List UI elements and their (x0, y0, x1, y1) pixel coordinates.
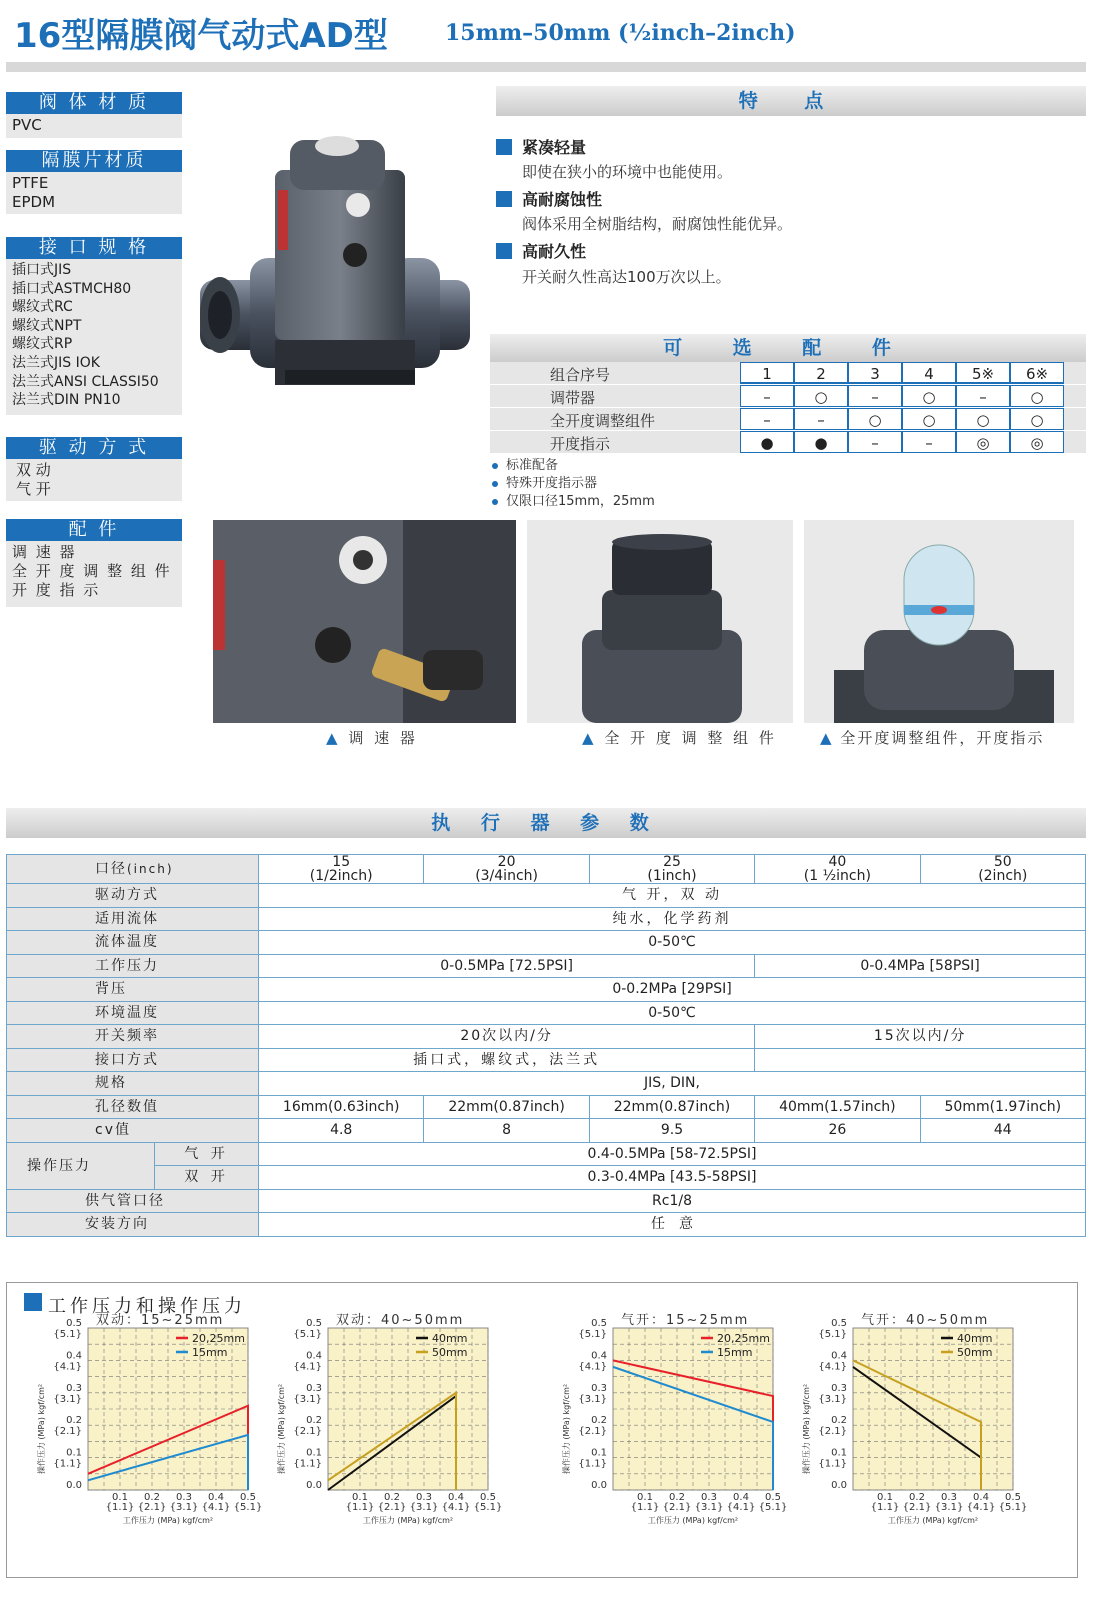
feature-title: 高耐腐蚀性 (522, 190, 603, 209)
x-tick-label: 0.1 (112, 1492, 128, 1503)
feature-desc: 阀体采用全树脂结构，耐腐蚀性能优异。 (522, 215, 793, 233)
legend-label: 20,25mm (717, 1332, 770, 1345)
table-row (7, 978, 1086, 1002)
list-item: 螺纹式RC (12, 299, 73, 316)
x-tick-label: 0.2 (144, 1492, 160, 1503)
y-tick-sublabel: {1.1} (293, 1458, 322, 1470)
y-tick-label: 0.2 (66, 1415, 82, 1427)
option-cell: ◎ (956, 431, 1010, 453)
x-tick-label: 0.3 (176, 1492, 192, 1503)
table-cell: 0-50℃ (259, 1001, 1086, 1025)
note-special: 特殊开度指示器 (492, 472, 597, 491)
x-tick-label: 0.5 (765, 1492, 781, 1503)
table-row (7, 1142, 1086, 1166)
option-cell: 6※ (1010, 362, 1064, 384)
y-tick-label: 0.5 (591, 1318, 607, 1329)
table-cell: 0.3-0.4MPa [43.5-58PSI] (259, 1166, 1086, 1190)
options-header: 可 选 配 件 (490, 334, 1086, 362)
table-cell: 0-0.4MPa [58PSI] (755, 954, 1086, 978)
table-cell: 0-0.5MPa [72.5PSI] (259, 954, 755, 978)
features-header: 特 点 (496, 86, 1086, 116)
table-cell: 26 (755, 1119, 920, 1143)
list-item: 法兰式JIS IOK (12, 354, 100, 371)
option-label: 组合序号 (550, 366, 611, 384)
x-tick-label: 0.3 (416, 1492, 432, 1503)
pressure-chart (545, 1312, 795, 1552)
pressure-chart (260, 1312, 510, 1552)
y-tick-label: 0.1 (306, 1447, 322, 1459)
option-cell: ○ (848, 408, 902, 430)
table-cell: 环境温度 (7, 1001, 259, 1025)
x-axis-label: 工作压力 (MPa) kgf/cm² (122, 1516, 214, 1525)
y-tick-label: 0.5 (66, 1318, 82, 1329)
x-tick-sublabel: {1.1} (105, 1502, 135, 1513)
table-cell: 20 (3/4inch) (424, 855, 589, 884)
table-cell: 纯水，化学药剂 (259, 907, 1086, 931)
x-tick-sublabel: {5.1} (233, 1502, 263, 1513)
table-cell: 气 开 (155, 1142, 259, 1166)
option-cell: 2 (794, 362, 848, 384)
table-row (7, 1025, 1086, 1049)
section-square-icon (24, 1293, 42, 1311)
option-label: 全开度调整组件 (550, 412, 656, 430)
x-tick-sublabel: {5.1} (758, 1502, 788, 1513)
table-cell: 44 (920, 1119, 1085, 1143)
list-item: 开 度 指 示 (12, 581, 101, 599)
y-tick-label: 0.5 (306, 1318, 322, 1329)
option-cell: – (848, 431, 902, 453)
option-cell: ○ (794, 385, 848, 407)
list-item: 螺纹式NPT (12, 317, 82, 334)
header-divider (6, 62, 1086, 72)
table-row (7, 1166, 1086, 1190)
accessories-list (6, 541, 182, 607)
option-cell: ◎ (1010, 431, 1064, 453)
y-tick-sublabel: {4.1} (293, 1361, 322, 1373)
y-tick-sublabel: {2.1} (818, 1426, 847, 1438)
table-cell: 0.4-0.5MPa [58-72.5PSI] (259, 1142, 1086, 1166)
x-tick-sublabel: {3.1} (934, 1502, 964, 1513)
y-tick-sublabel: {3.1} (53, 1393, 82, 1405)
x-tick-label: 0.4 (733, 1492, 749, 1503)
x-tick-label: 0.5 (1005, 1492, 1021, 1503)
table-cell: 供气管口径 (7, 1189, 259, 1213)
option-cell: – (848, 385, 902, 407)
y-tick-label: 0.4 (66, 1350, 82, 1362)
y-axis-label: 操作压力 (MPa) kgf/cm² (37, 1383, 46, 1475)
feature-bullet-icon (496, 191, 512, 207)
x-tick-sublabel: {2.1} (662, 1502, 692, 1513)
table-row (7, 1119, 1086, 1143)
y-tick-label: 0.4 (831, 1350, 847, 1362)
x-tick-sublabel: {2.1} (902, 1502, 932, 1513)
legend-label: 15mm (192, 1346, 228, 1359)
photo-speed-controller (213, 520, 516, 723)
chart-title: 双动：15~25mm (96, 1313, 225, 1328)
table-cell: 20次以内/分 (259, 1025, 755, 1049)
feature-desc: 开关耐久性高达100万次以上。 (522, 268, 731, 286)
x-tick-label: 0.2 (909, 1492, 925, 1503)
bullet-dot-icon (492, 463, 498, 469)
y-tick-label: 0.3 (591, 1382, 607, 1394)
y-tick-label: 0.0 (831, 1480, 847, 1491)
y-tick-sublabel: {2.1} (53, 1426, 82, 1438)
y-tick-sublabel: {3.1} (818, 1393, 847, 1405)
feature-bullet-icon (496, 243, 512, 259)
connection-list (6, 259, 182, 415)
option-cell: – (794, 408, 848, 430)
x-tick-sublabel: {4.1} (441, 1502, 471, 1513)
y-tick-sublabel: {1.1} (53, 1458, 82, 1470)
table-cell: 40 (1 ½inch) (755, 855, 920, 884)
table-cell: 0-50℃ (259, 931, 1086, 955)
table-cell: 9.5 (589, 1119, 754, 1143)
y-tick-label: 0.3 (306, 1382, 322, 1394)
table-row (7, 884, 1086, 908)
x-tick-sublabel: {1.1} (345, 1502, 375, 1513)
option-cell: – (740, 385, 794, 407)
x-tick-sublabel: {1.1} (870, 1502, 900, 1513)
list-item: EPDM (12, 193, 56, 211)
option-cell: ○ (1010, 408, 1064, 430)
y-tick-label: 0.2 (831, 1415, 847, 1427)
table-cell: 接口方式 (7, 1048, 259, 1072)
feature-bullet-icon (496, 139, 512, 155)
spec-table (6, 854, 1086, 1237)
legend-label: 20,25mm (192, 1332, 245, 1345)
y-tick-label: 0.5 (831, 1318, 847, 1329)
list-item: 螺纹式RP (12, 336, 73, 353)
table-row (7, 1001, 1086, 1025)
feature-title: 紧凑轻量 (522, 138, 587, 157)
charts-title: 工作压力和操作压力 (48, 1296, 246, 1317)
table-row (7, 954, 1086, 978)
note-standard: 标准配备 (492, 454, 558, 473)
y-axis-label: 操作压力 (MPa) kgf/cm² (562, 1383, 571, 1475)
legend-label: 50mm (957, 1346, 993, 1359)
pressure-chart (785, 1312, 1035, 1552)
x-tick-label: 0.3 (941, 1492, 957, 1503)
x-tick-sublabel: {5.1} (998, 1502, 1028, 1513)
legend-label: 50mm (432, 1346, 468, 1359)
list-item: PVC (12, 116, 42, 134)
table-cell: Rc1/8 (259, 1189, 1086, 1213)
caption-full-open-kit: ▲ 全 开 度 调 整 组 件 (582, 729, 777, 747)
table-cell: 4.8 (259, 1119, 424, 1143)
y-tick-sublabel: {4.1} (818, 1361, 847, 1373)
y-tick-label: 0.0 (66, 1480, 82, 1491)
option-cell: ○ (902, 408, 956, 430)
chart-title: 气开：40~50mm (861, 1313, 990, 1328)
y-tick-label: 0.4 (591, 1350, 607, 1362)
table-cell: 8 (424, 1119, 589, 1143)
page-subtitle: 15mm–50mm (½inch–2inch) (445, 20, 796, 46)
table-cell: 50mm(1.97inch) (920, 1095, 1085, 1119)
table-cell: 驱动方式 (7, 884, 259, 908)
y-tick-sublabel: {4.1} (53, 1361, 82, 1373)
y-tick-sublabel: {5.1} (293, 1329, 322, 1340)
y-tick-label: 0.0 (306, 1480, 322, 1491)
caption-speed-controller: ▲ 调 速 器 (326, 729, 418, 747)
y-tick-sublabel: {4.1} (578, 1361, 607, 1373)
x-tick-label: 0.4 (448, 1492, 464, 1503)
table-cell: 开关频率 (7, 1025, 259, 1049)
y-tick-sublabel: {1.1} (818, 1458, 847, 1470)
table-cell: 流体温度 (7, 931, 259, 955)
legend-label: 15mm (717, 1346, 753, 1359)
table-cell: 孔径数值 (7, 1095, 259, 1119)
pressure-chart (20, 1312, 270, 1552)
option-cell: 3 (848, 362, 902, 384)
x-tick-sublabel: {2.1} (377, 1502, 407, 1513)
triangle-icon: ▲ (582, 729, 597, 747)
option-cell: ● (740, 431, 794, 453)
page-title: 16型隔膜阀气动式AD型 (14, 16, 388, 56)
table-cell: 气 开，双 动 (259, 884, 1086, 908)
diaphragm-material-list (6, 172, 182, 214)
x-tick-label: 0.4 (208, 1492, 224, 1503)
list-item: 调 速 器 (12, 543, 77, 561)
table-cell: 工作压力 (7, 954, 259, 978)
x-tick-label: 0.5 (240, 1492, 256, 1503)
x-tick-label: 0.4 (973, 1492, 989, 1503)
table-cell: 15 (1/2inch) (259, 855, 424, 884)
connection-title: 接 口 规 格 (6, 237, 182, 259)
table-cell: 22mm(0.87inch) (424, 1095, 589, 1119)
list-item: PTFE (12, 174, 49, 192)
table-cell: 双 开 (155, 1166, 259, 1190)
option-cell: ○ (1010, 385, 1064, 407)
option-cell: – (956, 385, 1010, 407)
x-tick-label: 0.3 (701, 1492, 717, 1503)
table-row (7, 1189, 1086, 1213)
table-row (7, 1095, 1086, 1119)
table-cell: 15次以内/分 (755, 1025, 1086, 1049)
table-cell: 16mm(0.63inch) (259, 1095, 424, 1119)
y-tick-label: 0.1 (831, 1447, 847, 1459)
y-tick-label: 0.4 (306, 1350, 322, 1362)
y-tick-sublabel: {3.1} (293, 1393, 322, 1405)
option-cell: 4 (902, 362, 956, 384)
x-tick-sublabel: {5.1} (473, 1502, 503, 1513)
legend-label: 40mm (432, 1332, 468, 1345)
x-axis-label: 工作压力 (MPa) kgf/cm² (647, 1516, 739, 1525)
y-tick-label: 0.2 (591, 1415, 607, 1427)
x-axis-label: 工作压力 (MPa) kgf/cm² (887, 1516, 979, 1525)
list-item: 插口式ASTMCH80 (12, 280, 132, 297)
table-cell: 操作压力 (7, 1142, 155, 1189)
accessories-title: 配 件 (6, 519, 182, 541)
y-tick-sublabel: {5.1} (578, 1329, 607, 1340)
y-tick-sublabel: {1.1} (578, 1458, 607, 1470)
y-tick-label: 0.0 (591, 1480, 607, 1491)
option-cell: 1 (740, 362, 794, 384)
x-tick-label: 0.1 (877, 1492, 893, 1503)
table-cell: 口径(inch) (7, 855, 259, 884)
y-tick-sublabel: {5.1} (818, 1329, 847, 1340)
triangle-icon: ▲ (820, 729, 834, 747)
params-header: 执 行 器 参 数 (6, 808, 1086, 838)
table-row (7, 931, 1086, 955)
chart-title: 气开：15~25mm (621, 1313, 750, 1328)
option-label: 调带器 (550, 389, 596, 407)
photo-full-open-kit (527, 520, 793, 723)
x-tick-label: 0.2 (669, 1492, 685, 1503)
table-cell: 插口式，螺纹式，法兰式 (259, 1048, 755, 1072)
y-tick-label: 0.1 (66, 1447, 82, 1459)
triangle-icon: ▲ (326, 729, 341, 747)
y-axis-label: 操作压力 (MPa) kgf/cm² (277, 1383, 286, 1475)
x-tick-sublabel: {4.1} (966, 1502, 996, 1513)
x-tick-sublabel: {2.1} (137, 1502, 167, 1513)
x-tick-sublabel: {1.1} (630, 1502, 660, 1513)
diaphragm-material-title: 隔膜片材质 (6, 150, 182, 172)
table-row (7, 1213, 1086, 1237)
list-item: 双 动 (16, 461, 51, 479)
option-cell: ○ (902, 385, 956, 407)
x-tick-label: 0.1 (352, 1492, 368, 1503)
x-tick-sublabel: {4.1} (726, 1502, 756, 1513)
body-material-title: 阀 体 材 质 (6, 92, 182, 114)
y-tick-sublabel: {2.1} (578, 1426, 607, 1438)
list-item: 插口式JIS (12, 262, 72, 278)
y-tick-label: 0.2 (306, 1415, 322, 1427)
caption-open-indicator: ▲ 全开度调整组件，开度指示 (820, 729, 1045, 747)
drive-list (6, 459, 182, 501)
y-tick-sublabel: {2.1} (293, 1426, 322, 1438)
table-cell: 适用流体 (7, 907, 259, 931)
option-label: 开度指示 (550, 435, 611, 453)
table-row (7, 907, 1086, 931)
option-cell: ○ (956, 408, 1010, 430)
x-tick-sublabel: {3.1} (409, 1502, 439, 1513)
table-cell (755, 1048, 1086, 1072)
table-cell: 22mm(0.87inch) (589, 1095, 754, 1119)
x-tick-label: 0.2 (384, 1492, 400, 1503)
list-item: 法兰式ANSI CLASSI50 (12, 373, 159, 390)
note-limit: 仅限口径15mm，25mm (492, 490, 655, 509)
table-row (7, 855, 1086, 884)
list-item: 法兰式DIN PN10 (12, 392, 121, 409)
bullet-dot-icon (492, 481, 498, 487)
table-row (7, 1072, 1086, 1096)
list-item: 气 开 (16, 480, 51, 498)
table-cell: JIS, DIN, (259, 1072, 1086, 1096)
x-tick-sublabel: {3.1} (694, 1502, 724, 1513)
table-cell: 任 意 (259, 1213, 1086, 1237)
table-cell: 0-0.2MPa [29PSI] (259, 978, 1086, 1002)
photo-open-indicator (804, 520, 1074, 723)
x-tick-label: 0.5 (480, 1492, 496, 1503)
valve-product-image (190, 130, 480, 400)
table-cell: 25 (1inch) (589, 855, 754, 884)
table-cell: 规格 (7, 1072, 259, 1096)
feature-desc: 即使在狭小的环境中也能使用。 (522, 163, 733, 181)
feature-title: 高耐久性 (522, 242, 587, 261)
x-tick-sublabel: {3.1} (169, 1502, 199, 1513)
x-tick-label: 0.1 (637, 1492, 653, 1503)
option-cell: 5※ (956, 362, 1010, 384)
x-tick-sublabel: {4.1} (201, 1502, 231, 1513)
y-tick-label: 0.3 (831, 1382, 847, 1394)
table-cell: cv值 (7, 1119, 259, 1143)
y-tick-sublabel: {5.1} (53, 1329, 82, 1340)
table-cell: 背压 (7, 978, 259, 1002)
legend-label: 40mm (957, 1332, 993, 1345)
table-cell: 40mm(1.57inch) (755, 1095, 920, 1119)
drive-title: 驱 动 方 式 (6, 437, 182, 459)
body-material-list (6, 114, 182, 138)
table-row (7, 1048, 1086, 1072)
table-cell: 安装方向 (7, 1213, 259, 1237)
chart-title: 双动：40~50mm (336, 1313, 465, 1328)
x-axis-label: 工作压力 (MPa) kgf/cm² (362, 1516, 454, 1525)
y-tick-label: 0.3 (66, 1382, 82, 1394)
list-item: 全 开 度 调 整 组 件 (12, 562, 172, 580)
table-cell: 50 (2inch) (920, 855, 1085, 884)
y-axis-label: 操作压力 (MPa) kgf/cm² (802, 1383, 811, 1475)
option-cell: ● (794, 431, 848, 453)
option-cell: – (740, 408, 794, 430)
bullet-dot-icon (492, 499, 498, 505)
y-tick-sublabel: {3.1} (578, 1393, 607, 1405)
option-cell: – (902, 431, 956, 453)
y-tick-label: 0.1 (591, 1447, 607, 1459)
